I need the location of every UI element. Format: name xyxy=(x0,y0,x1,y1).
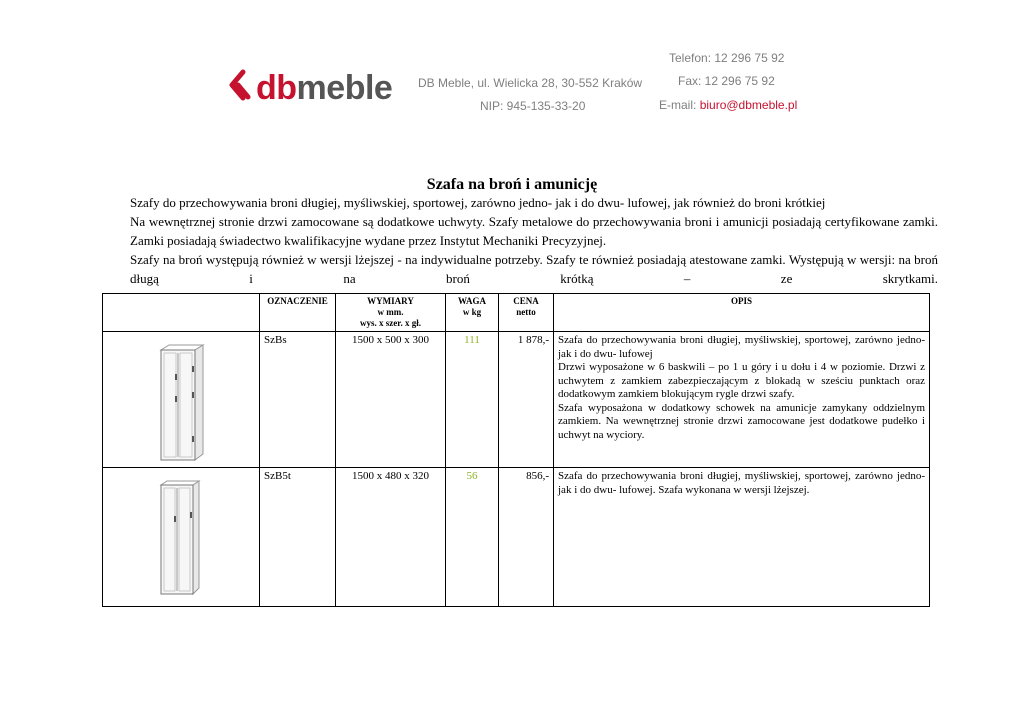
table-row xyxy=(103,468,930,607)
email-label: E-mail: xyxy=(659,98,697,112)
header-code: OZNACZENIE xyxy=(260,294,336,332)
company-phone: Telefon: 12 296 75 92 xyxy=(669,51,785,65)
db-logo-mark-icon xyxy=(228,68,252,108)
header-dimensions: WYMIARY w mm. wys. x szer. x gł. xyxy=(336,294,446,332)
product-weight: 56 xyxy=(446,468,499,607)
gun-cabinet-szb5t-image xyxy=(157,480,205,596)
product-code: SzBs xyxy=(260,332,336,468)
company-logo xyxy=(228,68,392,108)
description-line: Szafa wyposażona w dodatkowy schowek na amunicje zamykany oddzielnym zamkiem. Na wewnętrznej stronie drzwi zamocowane jest dodatkowe pudełko i uchwyt na wyciory. xyxy=(558,401,925,441)
header-weight: WAGA w kg xyxy=(446,294,499,332)
letterhead xyxy=(0,0,1024,130)
product-description xyxy=(554,332,930,468)
product-weight: 111 xyxy=(446,332,499,468)
company-nip: NIP: 945-135-33-20 xyxy=(480,99,586,113)
product-dimensions: 1500 x 480 x 320 xyxy=(336,468,446,607)
product-price: 1 878,- xyxy=(499,332,554,468)
intro-paragraph-3: Szafy na broń występują również w wersji lżejszej - na indywidualne potrzeby. Szafy te również posiadają atestowane zamki. Występują w wersji: na broń długą i na broń krótką – ze skrytkami. xyxy=(130,252,938,286)
header-image-column xyxy=(103,294,260,332)
product-dimensions: 1500 x 500 x 300 xyxy=(336,332,446,468)
product-code: SzB5t xyxy=(260,468,336,607)
product-table xyxy=(102,293,930,607)
intro-paragraph-2: Na wewnętrznej stronie drzwi zamocowane są dodatkowe uchwyty. Szafy metalowe do przechowywania broni i amunicji posiadają certyfikowane zamki. Zamki posiadają świadectwo kwalifikacyjne wydane przez Instytut Mechaniki Precyzyjnej. xyxy=(130,214,938,248)
header-price: CENA netto xyxy=(499,294,554,332)
table-row xyxy=(103,332,930,468)
email-link[interactable]: biuro@dbmeble.pl xyxy=(699,98,798,112)
product-image-cell xyxy=(103,332,260,468)
table-header-row xyxy=(103,294,930,332)
gun-cabinet-szbs-image xyxy=(155,344,207,462)
header-description: OPIS xyxy=(554,294,930,332)
company-address: DB Meble, ul. Wielicka 28, 30-552 Kraków xyxy=(418,76,643,90)
description-line: Szafa do przechowywania broni długiej, myśliwskiej, sportowej, zarówno jedno- jak i do dwu- lufowej xyxy=(558,334,925,360)
product-description xyxy=(554,468,930,607)
description-line: Drzwi wyposażone w 6 baskwili – po 1 u góry i u dołu i 4 w poziomie. Drzwi z uchwytem z zamkiem zabezpieczającym z blokadą w sześciu punktach oraz dodatkowym zamkiem blokującym rygle drzwi szafy. xyxy=(558,361,925,400)
company-email-line xyxy=(659,98,797,112)
logo-wordmark: dbmeble xyxy=(256,69,393,107)
product-price: 856,- xyxy=(499,468,554,607)
company-fax: Fax: 12 296 75 92 xyxy=(678,74,775,88)
description-line: Szafa do przechowywania broni długiej, myśliwskiej, sportowej, zarówno jedno- jak i do dwu- lufowej. Szafa wykonana w wersji lżejszej. xyxy=(558,470,925,496)
document-title: Szafa na broń i amunicję xyxy=(426,176,598,193)
product-image-cell xyxy=(103,468,260,607)
intro-paragraph-1: Szafy do przechowywania broni długiej, myśliwskiej, sportowej, zarówno jedno- jak i do dwu- lufowej, jak również do broni krótkiej xyxy=(130,195,826,210)
